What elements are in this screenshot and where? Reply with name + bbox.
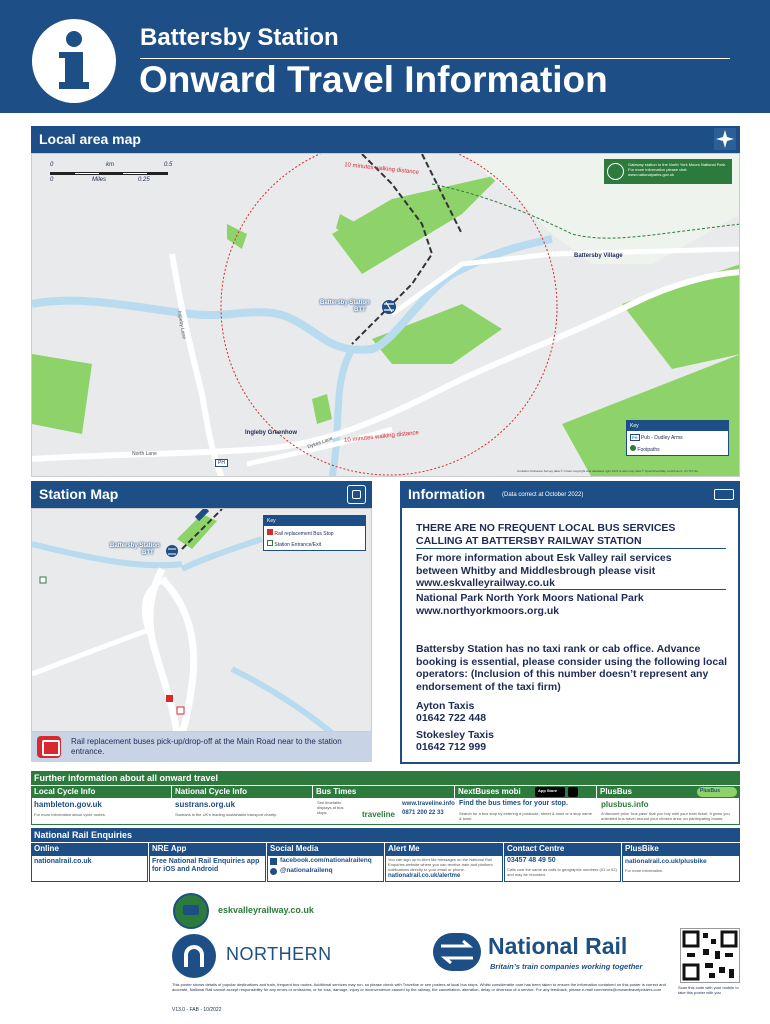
plusbus-logo-text: PlusBus (700, 788, 721, 794)
qr-pattern (681, 929, 739, 982)
local-map-key (626, 420, 729, 456)
link-nationalrail[interactable]: nationalrail.co.uk (34, 858, 92, 865)
nre-cell-social (267, 856, 384, 882)
scale-bar (46, 162, 186, 184)
head-plusbike: PlusBike (625, 844, 659, 853)
entrance-icon (267, 540, 273, 546)
northern-wordmark: NORTHERN (226, 944, 332, 964)
key-title: Key (627, 421, 728, 431)
no-bus-notice: THERE ARE NO FREQUENT LOCAL BUS SERVICES CALLING AT BATTERSBY RAILWAY STATION (416, 522, 676, 547)
nre-head-plusbike (622, 843, 740, 856)
info-icon (32, 19, 116, 103)
contact-phone[interactable]: 03457 48 49 50 (507, 857, 556, 864)
tree-icon (607, 163, 624, 180)
national-rail-wordmark: National Rail (488, 933, 628, 959)
nre-cell-app (149, 856, 266, 882)
nre-head-social (267, 843, 384, 856)
key-item-footpaths: Footpaths (637, 447, 660, 453)
head-plusbus: PlusBus (600, 787, 633, 796)
key-item-pub: Pub - Dudley Arms (640, 435, 683, 441)
station-name: Battersby Station (140, 24, 339, 51)
text-national-cycle: Sustrans is the UK's leading sustainable transport charity. (175, 812, 277, 817)
grid-head-national-cycle (172, 786, 312, 798)
nre-bar (31, 828, 740, 842)
text-local-cycle: For more information about cycle routes. (34, 812, 106, 817)
road-label-3: Ingleby Lane (175, 310, 187, 340)
head-bus-times: Bus Times (316, 787, 357, 796)
scale-miles-zero: 0 (50, 177, 54, 183)
link-plusbike[interactable]: nationalrail.co.uk/plusbike (625, 858, 707, 865)
scale-miles-label: Miles (92, 177, 107, 183)
head-online: Online (34, 844, 59, 853)
nre-head-online (31, 843, 148, 856)
nre-cell-plusbike (622, 856, 740, 882)
text-alert: You can sign up to Alert Me messages on the National Rail Enquiries website where you can receive train and platform notifications directly to your email or phone. (388, 857, 493, 872)
qr-note: Scan this code with your mobile to take this poster with you (678, 985, 739, 995)
version-label: V13.0 - FAB - 10/2022 (172, 1007, 222, 1013)
google-play-icon[interactable] (568, 787, 578, 797)
further-info-grid (31, 798, 740, 825)
information-title: Information (408, 486, 485, 502)
qr-code[interactable] (680, 928, 740, 983)
sm-key-item-bus: Rail replacement Bus Stop (274, 531, 334, 537)
traveline-phone[interactable]: 0871 200 22 33 (402, 810, 444, 816)
taxi-1-name: Ayton Taxis (416, 700, 475, 712)
legal-disclaimer: This poster shows details of popular destinations and train, frequent bus routes. Additional services may run, so please check with Traveline or see posters at local bus stops. Whilst considerable care has been taken to ensure the information contained on this poster is correct and accurate, National Rail cannot accept responsibility for any errors or omissions, or for loss, damage, injury or inconvenience caused by the railway, the cancellation, alteration, delay or diversion of a service. For any feedback, please e-mail comments@onwardtravelposters.com (172, 982, 666, 992)
national-park-box (604, 159, 732, 184)
bus-stop-icon (347, 485, 366, 504)
plusbus-logo (697, 787, 737, 797)
head-contact: Contact Centre (507, 844, 565, 853)
taxi-1-phone: 01642 722 448 (416, 712, 487, 724)
information-bar (400, 481, 740, 508)
nre-cell-contact (504, 856, 621, 882)
app-store-label: App Store (538, 788, 558, 793)
nre-cell-online (31, 856, 148, 882)
bus-icon (714, 489, 734, 500)
text-contact: Calls cost the same as calls to geographic numbers (01 or 02) and may be recorded. (507, 867, 617, 877)
head-nextbuses: NextBuses mobi (458, 787, 521, 796)
twitter-icon (270, 868, 277, 875)
rail-bus-stop-icon (267, 529, 273, 535)
further-info-title: Further information about all onward travel (34, 773, 219, 783)
sm-key-item-entrance: Station Entrance/Exit (274, 542, 322, 548)
local-map-bar (31, 126, 740, 153)
national-park-info: National Park North York Moors National Park www.northyorkmoors.org.uk (416, 592, 644, 617)
compass-icon (714, 128, 736, 150)
scale-miles-max: 0.25 (138, 177, 150, 183)
esk-valley-url[interactable]: eskvalleyrailway.co.uk (218, 905, 314, 915)
link-nre-app[interactable]: Free National Rail Enquiries app for iOS and Android (152, 858, 260, 873)
place-village: Battersby Village (574, 253, 623, 259)
app-store-badge[interactable] (535, 787, 565, 797)
link-nextbuses[interactable]: Find the bus times for your stop. (459, 800, 568, 807)
station-map-key (263, 515, 366, 551)
link-hambleton[interactable]: hambleton.gov.uk (34, 800, 102, 809)
link-facebook[interactable]: facebook.com/nationalrailenq (280, 857, 372, 864)
pub-icon: PH (632, 435, 638, 440)
grid-head-nextbuses (455, 786, 596, 798)
rail-replacement-note (31, 732, 372, 762)
grid-head-plusbus (597, 786, 740, 798)
facebook-icon (270, 858, 277, 865)
pub-marker: PH (215, 459, 228, 467)
nre-head-app (149, 843, 266, 856)
station-map (31, 508, 372, 732)
northern-logo (172, 934, 216, 978)
head-app: NRE App (152, 844, 187, 853)
information-subtitle: (Data correct at October 2022) (502, 492, 584, 498)
info-divider-2 (416, 589, 726, 590)
link-traveline[interactable]: www.traveline.info (402, 801, 455, 807)
head-local-cycle: Local Cycle Info (34, 787, 96, 796)
nre-cell-alert (385, 856, 503, 882)
local-map-title: Local area map (39, 131, 141, 147)
info-divider-1 (416, 548, 726, 549)
nre-head-alert (385, 843, 503, 856)
nre-title: National Rail Enquiries (34, 830, 133, 840)
text-plusbus: A discount price 'bus pass' that you buy with your train ticket. It gives you unlimited bus travel around your chosen area, on participating buses. (601, 811, 730, 821)
page-title: Onward Travel Information (139, 59, 608, 100)
traveline-logo: traveline (362, 810, 395, 819)
station-map-title: Station Map (39, 486, 119, 502)
grid-head-bus-times (313, 786, 454, 798)
taxi-2-name: Stokesley Taxis (416, 729, 495, 741)
text-nextbuses: Search for a bus stop by entering a postcode, street & town or a stop name & town. (459, 811, 592, 821)
place-station-code: BTT (354, 307, 366, 313)
sm-station-code: BTT (142, 550, 154, 556)
taxi-note: Battersby Station has no taxi rank or cab office. Advance booking is essential, please consider using the following local operators: (Inclusion of this number doesn’t represent any endorsement of the taxi firm) (416, 643, 727, 693)
nre-head-contact (504, 843, 621, 856)
footpath-icon (630, 445, 636, 451)
link-plusbus[interactable]: plusbus.info (601, 800, 649, 809)
taxi-2-phone: 01642 712 999 (416, 741, 487, 753)
place-greenhow: Ingleby Greenhow (245, 430, 298, 436)
text-plusbike: For more information. (625, 868, 664, 873)
scale-km-label: km (106, 162, 114, 168)
esk-valley-info: For more information about Esk Valley rail services between Whitby and Middlesbrough please visit www.eskvalleyrailway.co.uk (416, 552, 672, 589)
rail-replacement-bus-icon (37, 736, 61, 758)
grid-head-local-cycle (31, 786, 171, 798)
road-label: North Lane (132, 451, 157, 457)
national-rail-logo (433, 933, 481, 971)
walk-radius-label: 10 minutes walking distance (343, 162, 420, 176)
station-map-bar (31, 481, 372, 508)
rail-replacement-text: Rail replacement buses pick-up/drop-off at the Main Road near to the station entrance. (71, 737, 342, 756)
head-social: Social Media (270, 844, 319, 853)
esk-valley-logo (173, 893, 209, 929)
link-twitter[interactable]: @nationalrailenq (280, 867, 333, 874)
national-rail-tagline: Britain’s train companies working together (490, 962, 643, 971)
link-sustrans[interactable]: sustrans.org.uk (175, 800, 236, 809)
walk-radius-label-lower: 10 minutes walking distance (343, 430, 420, 444)
map-copyright: Contains Ordnance Survey data © Crown copyright and database right 2021 & also map data © OpenStreetMap contributors, CC BY-SA (517, 469, 699, 473)
scale-km-max: 0.5 (164, 162, 173, 168)
sm-key-title: Key (264, 516, 365, 526)
sm-station-label: Battersby Station (110, 543, 160, 549)
further-info-bar (31, 771, 740, 785)
double-arrow-icon (433, 933, 481, 971)
scale-km-zero: 0 (50, 162, 54, 168)
local-area-map (31, 153, 740, 477)
link-alertme[interactable]: nationalrail.co.uk/alertme (388, 873, 461, 879)
text-bus-times: See timetable displays at bus stops. (317, 800, 344, 815)
national-park-note: Gateway station to the North York Moors National Park. For more information please visit: www.nationalparks.gov.uk (628, 162, 727, 177)
road-label-2: Dykes Lane (306, 435, 334, 451)
page-header (0, 0, 770, 113)
head-national-cycle: National Cycle Info (175, 787, 248, 796)
information-panel (400, 508, 740, 764)
head-alert: Alert Me (388, 844, 420, 853)
place-station: Battersby Station (320, 300, 370, 306)
